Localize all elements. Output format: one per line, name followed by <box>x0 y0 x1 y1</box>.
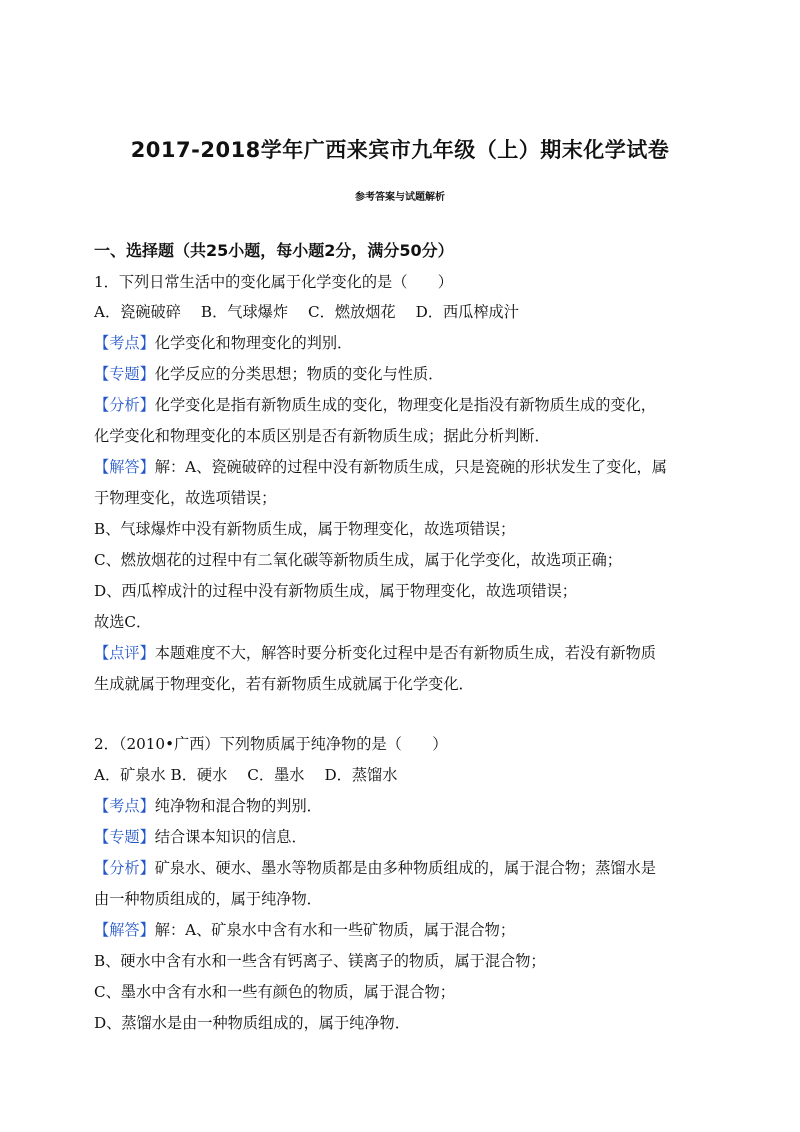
q1-jieda-text-6: 故选C． <box>94 613 152 631</box>
q2-kaodian-text: 纯净物和混合物的判别． <box>154 797 322 815</box>
q1-fenxi-text-2: 化学变化和物理变化的本质区别是否有新物质生成；据此分析判断． <box>94 427 550 445</box>
q1-jieda-text-1: 解：A、瓷碗破碎的过程中没有新物质生成，只是瓷碗的形状发生了变化，属 <box>154 458 667 476</box>
q1-dianping-text-1: 本题难度不大，解答时要分析变化过程中是否有新物质生成，若没有新物质 <box>154 644 656 662</box>
q1-jieda-text-3: B、气球爆炸中没有新物质生成，属于物理变化，故选项错误； <box>94 520 516 538</box>
jieda-tag: 【解答】 <box>94 458 155 476</box>
q1-fenxi-text-1: 化学变化是指有新物质生成的变化，物理变化是指没有新物质生成的变化， <box>154 396 656 414</box>
kaodian-tag: 【考点】 <box>94 797 155 815</box>
q2-options: A．矿泉水 B．硬水 C．墨水 D．蒸馏水 <box>94 766 398 784</box>
q1-kaodian-text: 化学变化和物理变化的判别． <box>154 334 353 352</box>
q2-jieda <box>94 920 714 940</box>
dianping-tag: 【点评】 <box>94 644 155 662</box>
q1-kaodian <box>94 333 714 353</box>
q2-kaodian <box>94 796 714 816</box>
page-title: 2017-2018学年广西来宾市九年级（上）期末化学试卷 <box>130 138 670 162</box>
zhuanti-tag: 【专题】 <box>94 365 155 383</box>
q1-jieda-text-4: C、燃放烟花的过程中有二氧化碳等新物质生成，属于化学变化，故选项正确； <box>94 551 622 569</box>
q1-stem: 1．下列日常生活中的变化属于化学变化的是（ ） <box>94 273 453 291</box>
jieda-tag: 【解答】 <box>94 921 155 939</box>
q1-jieda-text-5: D、西瓜榨成汁的过程中没有新物质生成，属于物理变化，故选项错误； <box>94 582 577 600</box>
q1-dianping-text-2: 生成就属于物理变化，若有新物质生成就属于化学变化． <box>94 675 474 693</box>
q2-stem: 2．（2010•广西）下列物质属于纯净物的是（ ） <box>94 735 448 753</box>
q1-fenxi <box>94 395 714 415</box>
kaodian-tag: 【考点】 <box>94 334 155 352</box>
section-heading: 一、选择题（共25小题，每小题2分，满分50分） <box>94 241 454 260</box>
q2-jieda-text-2: B、硬水中含有水和一些含有钙离子、镁离子的物质，属于混合物； <box>94 952 546 970</box>
q1-zhuanti-text: 化学反应的分类思想；物质的变化与性质． <box>154 365 444 383</box>
q1-zhuanti <box>94 364 714 384</box>
page-subtitle: 参考答案与试题解析 <box>355 192 445 203</box>
q2-zhuanti <box>94 827 714 847</box>
fenxi-tag: 【分析】 <box>94 396 155 414</box>
q1-jieda <box>94 457 714 477</box>
q1-dianping <box>94 643 714 663</box>
q2-fenxi <box>94 858 714 878</box>
q2-jieda-text-3: C、墨水中含有水和一些有颜色的物质，属于混合物； <box>94 983 455 1001</box>
q2-zhuanti-text: 结合课本知识的信息． <box>154 828 307 846</box>
q2-jieda-text-4: D、蒸馏水是由一种物质组成的，属于纯净物． <box>94 1014 410 1032</box>
zhuanti-tag: 【专题】 <box>94 828 155 846</box>
q2-fenxi-text-1: 矿泉水、硬水、墨水等物质都是由多种物质组成的，属于混合物；蒸馏水是 <box>154 859 656 877</box>
q1-options: A．瓷碗破碎 B．气球爆炸 C．燃放烟花 D．西瓜榨成汁 <box>94 303 519 321</box>
q2-jieda-text-1: 解：A、矿泉水中含有水和一些矿物质，属于混合物； <box>154 921 516 939</box>
q2-fenxi-text-2: 由一种物质组成的，属于纯净物． <box>94 890 322 908</box>
q1-jieda-text-2: 于物理变化，故选项错误； <box>94 489 277 507</box>
fenxi-tag: 【分析】 <box>94 859 155 877</box>
